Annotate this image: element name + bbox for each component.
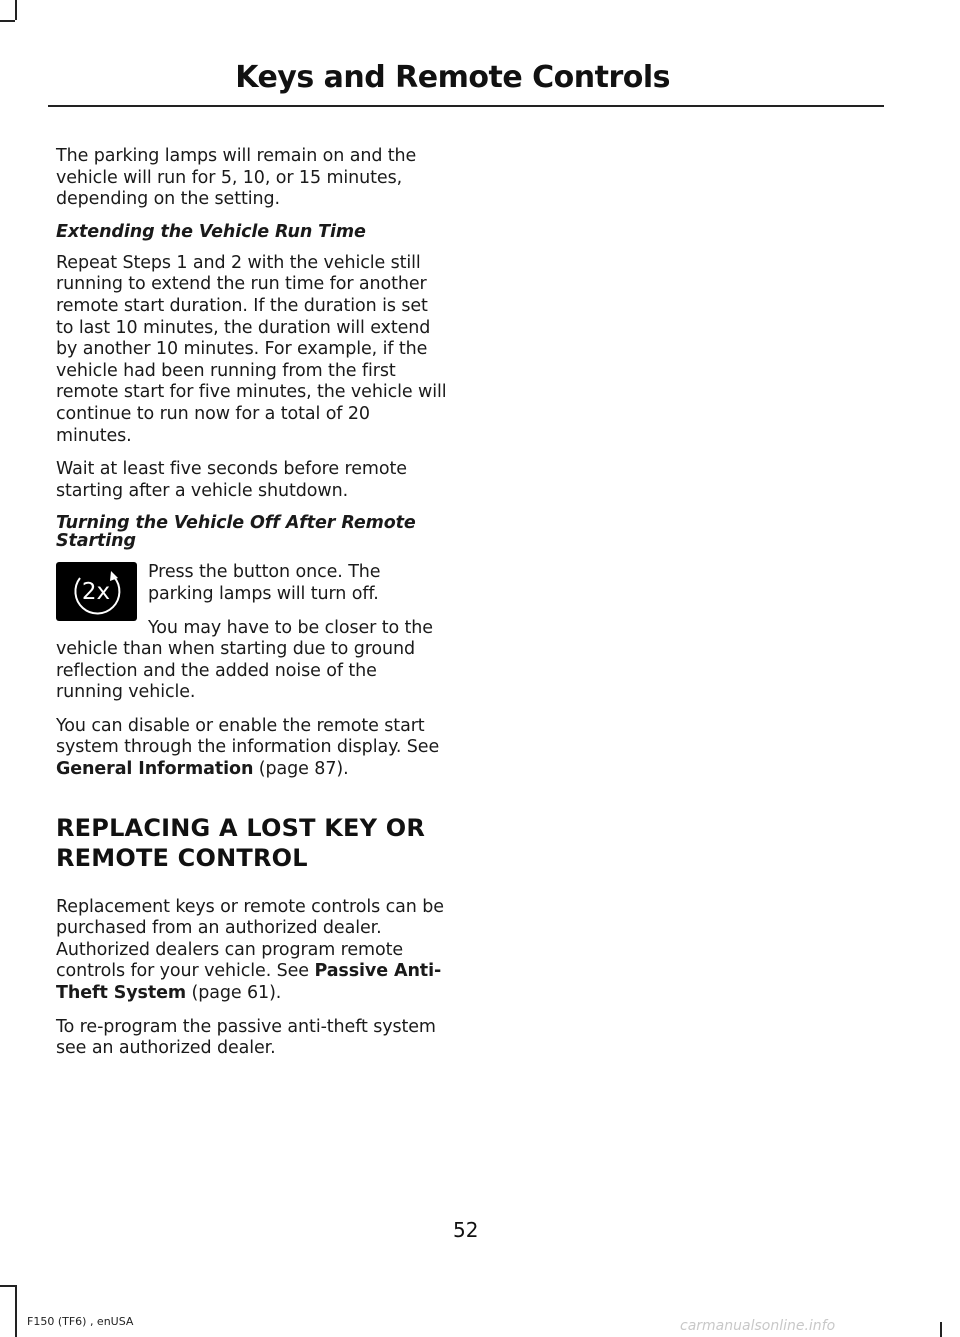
subheading-turning-off: Turning the Vehicle Off After Remote Starting xyxy=(56,513,416,552)
xref-general-information[interactable]: General Information xyxy=(56,759,254,780)
crop-mark xyxy=(940,1322,942,1337)
paragraph: Wait at least five seconds before remote starting after a vehicle shutdown. xyxy=(56,459,407,501)
subheading-extending-run-time: Extending the Vehicle Run Time xyxy=(56,221,366,242)
press-twice-icon xyxy=(56,562,137,621)
paragraph: You may have to be closer to the vehicle than when starting due to ground reflection and the added noise of the running vehicle. xyxy=(56,617,433,703)
xref-passive-anti-theft[interactable]: Passive Anti-Theft System xyxy=(56,961,442,1004)
page-header-title: Keys and Remote Controls xyxy=(235,60,670,95)
paragraph: To re-program the passive anti-theft system see an authorized dealer. xyxy=(56,1016,436,1059)
paragraph: The parking lamps will remain on and the vehicle will run for 5, 10, or 15 minutes, depending on the setting. xyxy=(56,146,417,210)
main-column xyxy=(56,146,448,1072)
paragraph: Replacement keys or remote controls can be purchased from an authorized dealer. Authorized dealers can program remote controls for your vehicle. See Passive Anti-Theft System (page 61). xyxy=(56,896,444,1004)
crop-mark xyxy=(15,0,17,20)
header-rule xyxy=(48,105,884,107)
paragraph: Repeat Steps 1 and 2 with the vehicle still running to extend the run time for another remote start duration. If the duration is set to last 10 minutes, the duration will extend by another 10 minutes. For example, if the vehicle had been running from the first remote start for five minutes, the vehicle will continue to run now for a total of 20 minutes. xyxy=(56,252,447,446)
page-number: 52 xyxy=(453,1218,479,1242)
crop-mark xyxy=(0,20,15,22)
icon-paragraph xyxy=(56,562,448,704)
paragraph: Press the button once. The parking lamps will turn off. xyxy=(148,562,381,604)
watermark: carmanualsonline.info xyxy=(680,1318,836,1334)
crop-mark xyxy=(15,1285,17,1337)
paragraph: You can disable or enable the remote start system through the information display. See General Information (page 87). xyxy=(56,715,440,780)
section-heading: REPLACING A LOST KEY OR REMOTE CONTROL xyxy=(56,813,426,872)
press-count-label: 2x xyxy=(81,579,111,606)
crop-mark xyxy=(0,1285,16,1287)
footer-model-code: F150 (TF6) , enUSA xyxy=(27,1315,134,1328)
